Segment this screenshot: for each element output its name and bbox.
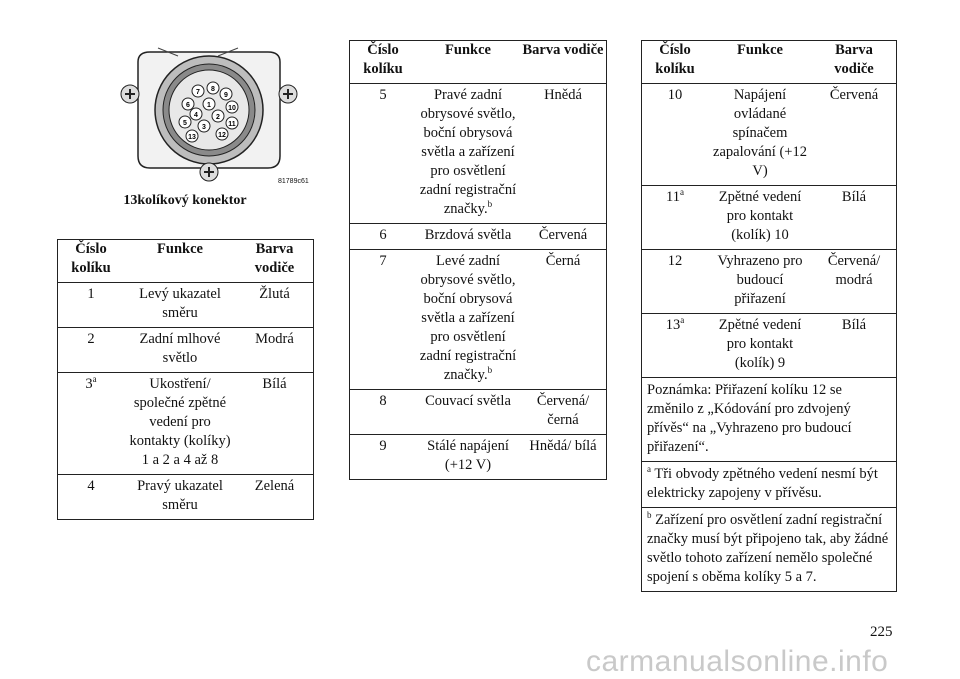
footnote-b-row <box>642 508 897 592</box>
header-function: Funkce <box>708 41 812 84</box>
pin-12 <box>216 128 228 140</box>
footnote-a-mark: a <box>647 464 651 475</box>
svg-text:12: 12 <box>218 132 226 139</box>
table-row: 6 Brzdová světla Červená <box>350 224 607 250</box>
footnote-a-row <box>642 462 897 508</box>
svg-text:13: 13 <box>188 134 196 141</box>
svg-text:4: 4 <box>194 112 198 119</box>
svg-text:2: 2 <box>216 114 220 121</box>
header-color: Barva vodiče <box>812 41 897 84</box>
screw-icon <box>279 85 297 103</box>
pin-13 <box>186 130 198 142</box>
pin-10 <box>226 101 238 113</box>
svg-text:8: 8 <box>211 86 215 93</box>
note-row <box>642 378 897 462</box>
header-pin: Číslo kolíku <box>642 41 709 84</box>
connector-diagram <box>118 44 308 184</box>
connector-figure <box>118 44 308 184</box>
table-row: 11$^a$ Zpětné vedení pro kontakt (kolík) 10 Bílá <box>642 186 897 250</box>
table-row: 8 Couvací světla Červená/ černá <box>350 390 607 435</box>
svg-text:10: 10 <box>228 105 236 112</box>
pin-4 <box>190 108 202 120</box>
figure-code: 81789c61 <box>278 178 309 185</box>
pin-8 <box>207 82 219 94</box>
svg-text:1: 1 <box>207 102 211 109</box>
pin-table-3 <box>641 40 897 592</box>
pin-1 <box>203 98 215 110</box>
pin-2 <box>212 110 224 122</box>
pin-5 <box>179 116 191 128</box>
table-row: 1 Levý ukazatel směru Žlutá <box>58 283 314 328</box>
svg-text:5: 5 <box>183 120 187 127</box>
footnote-b-mark: b <box>647 510 652 521</box>
footnote-b-text: Zařízení pro osvětlení zadní registrační značky musí být připojeno tak, aby žádné světlo tohoto zařízení nemělo společné spojení s oběma kolíky 5 a 7. <box>647 512 889 585</box>
pin-9 <box>220 88 232 100</box>
pin-3 <box>198 120 210 132</box>
pin-table-1 <box>57 239 314 520</box>
table-row: 4 Pravý ukazatel směru Zelená <box>58 475 314 520</box>
pin-7 <box>192 85 204 97</box>
svg-text:9: 9 <box>224 92 228 99</box>
table-row: 9 Stálé napájení (+12 V) Hnědá/ bílá <box>350 435 607 480</box>
figure-caption: 13kolíkový konektor <box>123 193 247 208</box>
header-pin: Číslo kolíku <box>58 240 125 283</box>
page-number: 225 <box>870 624 893 640</box>
table-row: 13$^a$ Zpětné vedení pro kontakt (kolík) 9 Bílá <box>642 314 897 378</box>
header-color: Barva vodiče <box>236 240 314 283</box>
pin-table-2 <box>349 40 607 480</box>
pin-11 <box>226 117 238 129</box>
svg-text:11: 11 <box>228 121 236 128</box>
watermark: carmanualsonline.info <box>586 645 889 678</box>
table-row: 5 Pravé zadní obrysové světlo, boční obrysová světla a zařízení pro osvětlení zadní registrační značky.$^b$ Hnědá <box>350 84 607 224</box>
screw-icon <box>121 85 139 103</box>
header-function: Funkce <box>124 240 236 283</box>
note-text: Poznámka: Přiřazení kolíku 12 se změnilo z „Kódování pro zdvojený přívěs“ na „Vyhrazeno pro budoucí přiřazení“. <box>642 378 897 462</box>
table-row: 3$^a$ Ukostření/ společné zpětné vedení pro kontakty (kolíky) 1 a 2 a 4 až 8 Bílá <box>58 373 314 475</box>
table-row: 2 Zadní mlhové světlo Modrá <box>58 328 314 373</box>
table-row: 7 Levé zadní obrysové světlo, boční obrysová světla a zařízení pro osvětlení zadní registrační značky.$^b$ Černá <box>350 250 607 390</box>
header-color: Barva vodiče <box>520 41 607 84</box>
header-function: Funkce <box>416 41 520 84</box>
footnote-a-text: Tři obvody zpětného vedení nesmí být elektricky zapojeny v přívěsu. <box>647 466 878 501</box>
svg-text:6: 6 <box>186 102 190 109</box>
header-pin: Číslo kolíku <box>350 41 417 84</box>
svg-text:7: 7 <box>196 89 200 96</box>
screw-icon <box>200 163 218 181</box>
pin-6 <box>182 98 194 110</box>
table-row: 12 Vyhrazeno pro budoucí přiřazení Červená/ modrá <box>642 250 897 314</box>
table-row: 10 Napájení ovládané spínačem zapalování (+12 V) Červená <box>642 84 897 186</box>
svg-text:3: 3 <box>202 124 206 131</box>
